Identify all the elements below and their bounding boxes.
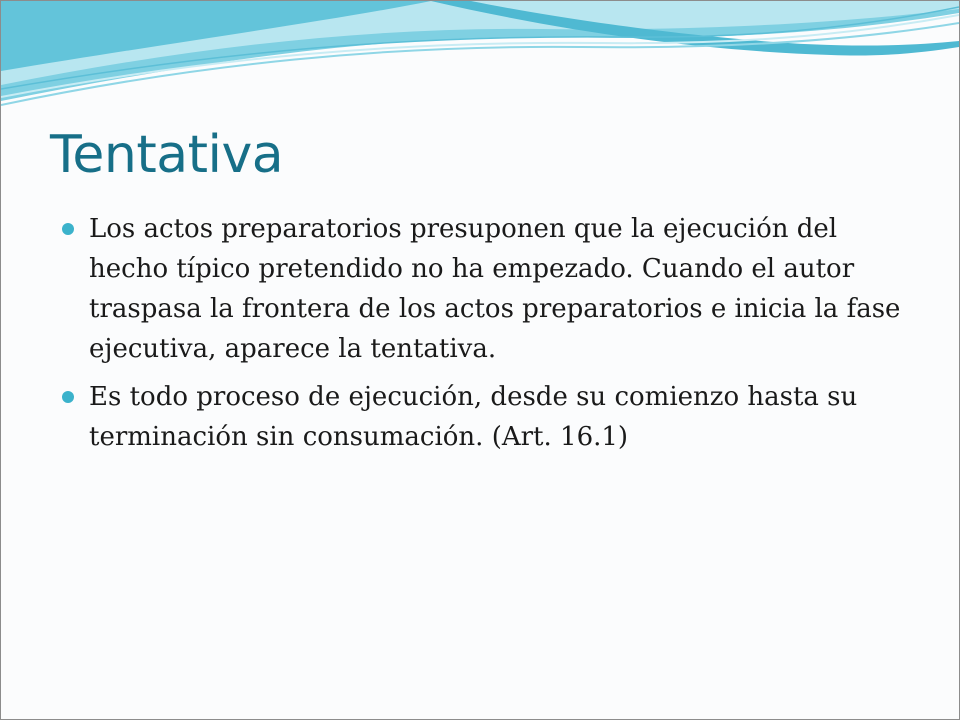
bullet-point-icon — [62, 391, 74, 403]
bullet-item — [61, 377, 921, 457]
bullet-text: Es todo proceso de ejecución, desde su comienzo hasta su terminación sin consumación. (Art. 16.1) — [89, 382, 858, 452]
bullet-item — [61, 209, 921, 369]
slide-title: Tentativa — [50, 125, 284, 185]
header-wave-decoration — [1, 1, 959, 121]
bullet-text: Los actos preparatorios presuponen que la ejecución del hecho típico pretendido no ha empezado. Cuando el autor traspasa la frontera de los actos preparatorios e inicia la fase ejecutiva, aparece la tentativa. — [89, 214, 901, 364]
bullet-list — [61, 209, 921, 465]
bullet-point-icon — [62, 223, 74, 235]
